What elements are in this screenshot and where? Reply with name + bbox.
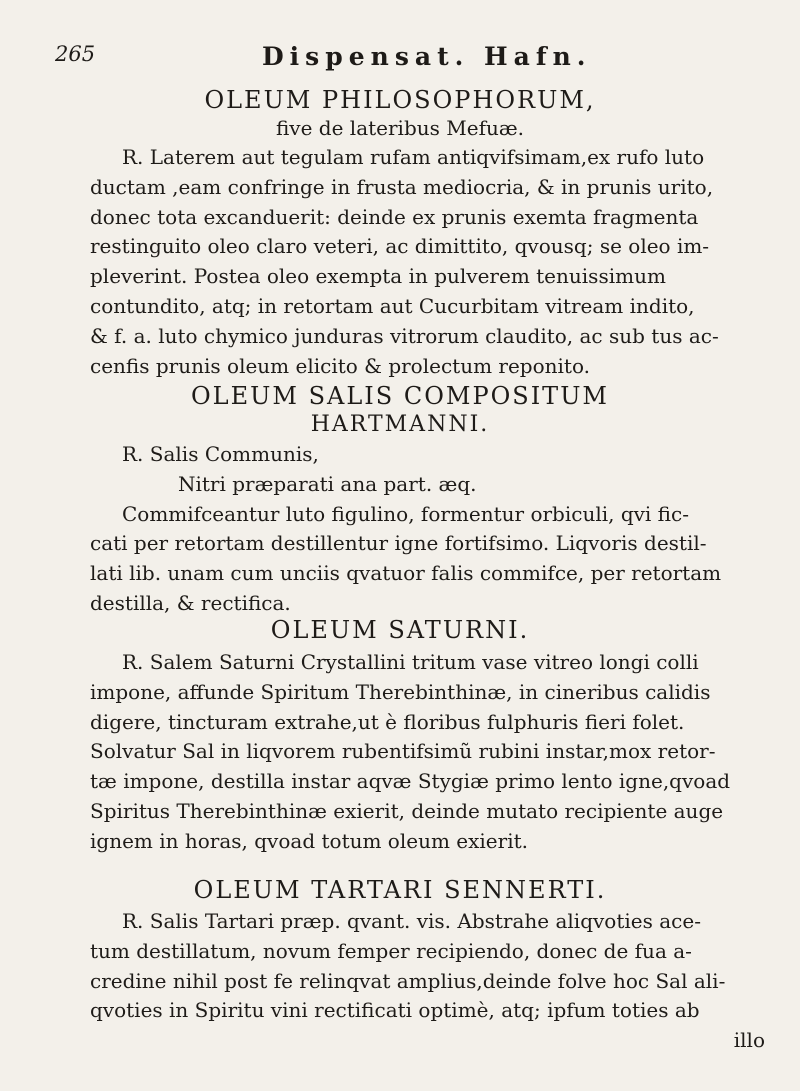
text-line: & f. a. luto chymico junduras vitrorum claudito, ac sub tus ac- (90, 323, 719, 348)
section-title-oleum-saturni: OLEUM SATURNI. (270, 616, 530, 644)
text-line: ductam ,eam confringe in frusta mediocria, & in prunis urito, (90, 174, 714, 199)
text-line: Commifceantur luto figulino, formentur orbiculi, qvi fic- (122, 501, 689, 526)
text-line: restinguito oleo claro veteri, ac dimittito, qvousq; se oleo im- (90, 234, 710, 259)
text-line: lati lib. unam cum unciis qvatuor falis commifce, per retortam (90, 561, 722, 586)
catchword: illo (733, 1028, 765, 1053)
text-line: contundito, atq; in retortam aut Cucurbitam vitream indito, (90, 293, 695, 318)
section-subtitle-philosophorum: five de lateribus Mefuæ. (275, 116, 525, 140)
text-line: ignem in horas, qvoad totum oleum exierit. (90, 828, 528, 853)
text-line: R. Salis Tartari præp. qvant. vis. Abstrahe aliqvoties ace- (122, 909, 701, 933)
section-body-salis (90, 440, 795, 619)
text-line: destilla, & rectifica. (90, 590, 291, 615)
section-body-philosophorum (90, 143, 795, 381)
text-line: pleverint. Postea oleo exempta in pulverem tenuissimum (90, 264, 666, 289)
text-line: Nitri præparati ana part. æq. (178, 471, 477, 496)
text-line: tum destillatum, novum femper recipiendo, donec de fua a- (90, 938, 692, 963)
text-line: digere, tincturam extrahe,ut è floribus fulphuris fieri folet. (90, 709, 685, 734)
page-header (52, 42, 772, 78)
section-title-oleum-philosophorum: OLEUM PHILOSOPHORUM, (204, 86, 596, 114)
page-number: 265 (55, 42, 96, 66)
section-body-saturni (90, 648, 795, 857)
section-title-oleum-salis-compositum: OLEUM SALIS COMPOSITUM (191, 382, 609, 410)
text-line: Solvatur Sal in liqvorem rubentifsimũ rubini instar,mox retor- (90, 739, 716, 764)
text-line: tæ impone, destilla instar aqvæ Stygiæ primo lento igne,qvoad (90, 769, 731, 794)
text-line: impone, affunde Spiritum Therebinthinæ, in cineribus calidis (90, 679, 711, 704)
text-line: R. Salis Communis, (122, 442, 319, 466)
text-line: credine nihil post fe relinqvat amplius,deinde folve hoc Sal ali- (90, 968, 726, 993)
section-title-oleum-tartari-sennerti: OLEUM TARTARI SENNERTI. (193, 876, 607, 904)
text-line: qvoties in Spiritu vini rectificati optimè, atq; ipfum toties ab (90, 998, 700, 1023)
running-title: Dispensat. Hafn. (262, 42, 592, 71)
text-line: R. Salem Saturni Crystallini tritum vase vitreo longi colli (122, 650, 699, 674)
text-line: Spiritus Therebinthinæ exierit, deinde mutato recipiente auge (90, 798, 724, 823)
text-line: cenfis prunis oleum elicito & prolectum reponito. (90, 353, 590, 378)
section-body-tartari (90, 907, 795, 1056)
section-subtitle-hartmanni: HARTMANNI. (310, 412, 490, 437)
text-line: donec tota excanduerit: deinde ex prunis exemta fragmenta (90, 204, 699, 229)
text-line: cati per retortam destillentur igne fortifsimo. Liqvoris destil- (90, 531, 707, 556)
text-line: R. Laterem aut tegulam rufam antiqvifsimam,ex rufo luto (122, 145, 705, 169)
